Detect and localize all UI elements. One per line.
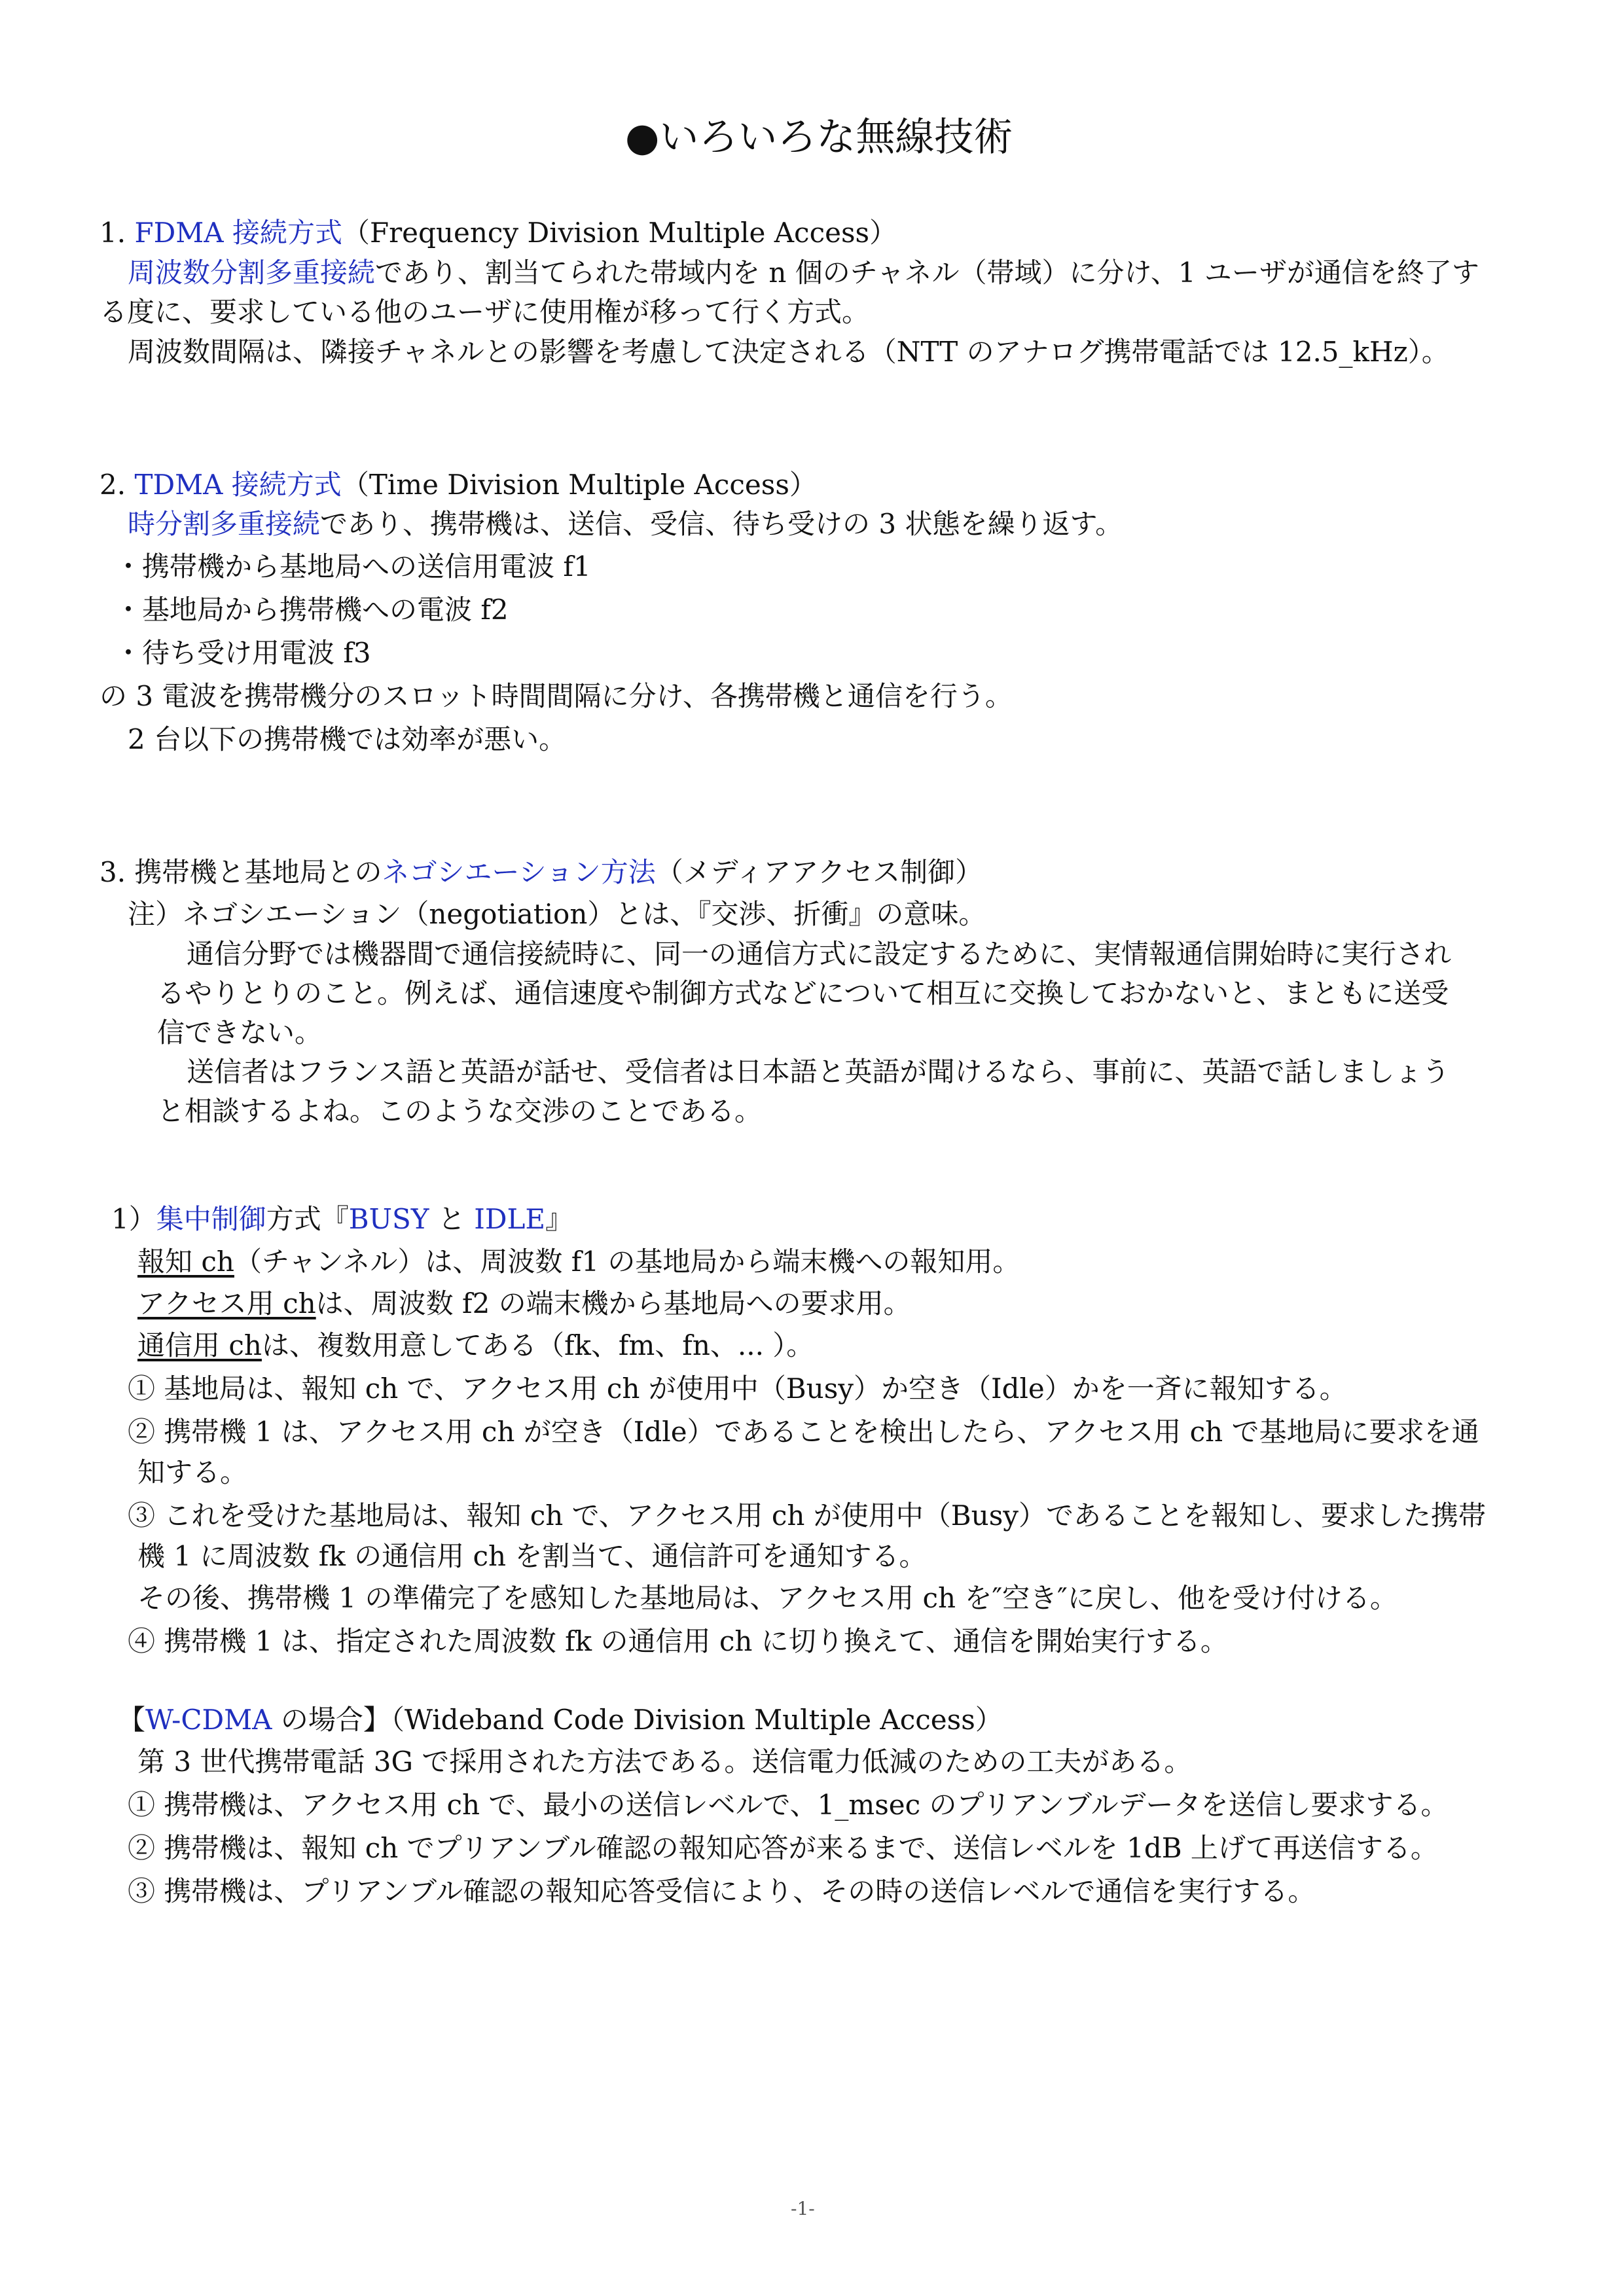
- bullet-f3: ・待ち受け用電波 f3: [115, 637, 371, 669]
- note-line-5: 送信者はフランス語と英語が話せ、受信者は日本語と英語が聞けるなら、事前に、英語で話しましょう: [187, 1056, 1450, 1088]
- busy-term: BUSY: [348, 1203, 429, 1235]
- subsection-1-number: 1）: [111, 1203, 156, 1235]
- section-3-heading-rest: （メディアアクセス制御）: [655, 856, 983, 888]
- subsection-1-mid: 方式『: [266, 1203, 349, 1235]
- step-3-note: その後、携帯機 1 の準備完了を感知した基地局は、アクセス用 ch を″空き″に戻し、他を受け付ける。: [137, 1582, 1398, 1614]
- negotiation-term: ネゴシエーション方法: [382, 856, 656, 888]
- wcdma-step-1: ① 携帯機は、アクセス用 ch で、最小の送信レベルで、1_msec のプリアンブルデータを送信し要求する。: [128, 1789, 1449, 1821]
- section-1-heading: [99, 215, 897, 251]
- section-1-number: 1.: [99, 217, 126, 249]
- section-2-para-1: [128, 506, 1123, 543]
- central-control-term: 集中制御: [156, 1203, 266, 1235]
- wcdma-bracket-open: 【: [118, 1704, 146, 1736]
- wcdma-term: W-CDMA: [145, 1704, 272, 1736]
- idle-term: IDLE: [474, 1203, 546, 1235]
- section-2-heading: [99, 467, 817, 503]
- note-line-1: 注）ネゴシエーション（negotiation）とは、『交渉、折衝』の意味。: [128, 898, 986, 930]
- section-2-number: 2.: [99, 469, 126, 501]
- bullet-f1: ・携帯機から基地局への送信用電波 f1: [115, 550, 591, 583]
- note-line-6: と相談するよね。このような交渉のことである。: [157, 1095, 763, 1127]
- subsection-1-and: と: [429, 1203, 475, 1235]
- tdma-definition-term: 時分割多重接続: [128, 508, 321, 540]
- access-ch-rest: は、周波数 f2 の端末機から基地局への要求用。: [316, 1287, 911, 1319]
- comm-ch-rest: は、複数用意してある（fk、fm、fn、... ）。: [261, 1329, 814, 1361]
- section-1-para-1: [128, 255, 1479, 291]
- section-3-heading: [99, 854, 983, 891]
- step-3: ③ これを受けた基地局は、報知 ch で、アクセス用 ch が使用中（Busy）であることを報知し、要求した携帯: [128, 1499, 1486, 1532]
- tdma-term: TDMA 接続方式: [134, 469, 342, 501]
- step-2: ② 携帯機 1 は、アクセス用 ch が空き（Idle）であることを検出したら、アクセス用 ch で基地局に要求を通: [128, 1416, 1479, 1448]
- wcdma-step-2: ② 携帯機は、報知 ch でプリアンブル確認の報知応答が来るまで、送信レベルを 1dB 上げて再送信する。: [128, 1832, 1438, 1864]
- step-3-cont: 機 1 に周波数 fk の通信用 ch を割当て、通信許可を通知する。: [137, 1540, 927, 1572]
- section-1-para-2: 周波数間隔は、隣接チャネルとの影響を考慮して決定される（NTT のアナログ携帯電話では 12.5_kHz）。: [128, 336, 1449, 368]
- wcdma-step-3: ③ 携帯機は、プリアンブル確認の報知応答受信により、その時の送信レベルで通信を実行する。: [128, 1875, 1316, 1907]
- note-line-4: 信できない。: [157, 1016, 323, 1049]
- section-2-para-3: 2 台以下の携帯機では効率が悪い。: [128, 723, 567, 755]
- comm-ch-term: 通信用 ch: [137, 1329, 262, 1361]
- wcdma-heading-rest: の場合】（Wideband Code Division Multiple Access）: [272, 1704, 1003, 1736]
- subsection-1-heading: [111, 1201, 573, 1238]
- fdma-definition-term: 周波数分割多重接続: [128, 257, 376, 289]
- wcdma-heading: [118, 1702, 1003, 1738]
- definition-broadcast-ch: [137, 1244, 1020, 1280]
- page-number: -1-: [791, 2198, 815, 2219]
- step-2-cont: 知する。: [137, 1456, 248, 1488]
- wcdma-intro: 第 3 世代携帯電話 3G で採用された方法である。送信電力低減のための工夫がある。: [137, 1746, 1192, 1778]
- page-title: ●いろいろな無線技術: [625, 115, 1013, 160]
- subsection-1-close: 』: [545, 1203, 573, 1235]
- fdma-definition-rest: であり、割当てられた帯域内を n 個のチャネル（帯域）に分け、1 ユーザが通信を終了す: [375, 257, 1479, 289]
- definition-comm-ch: [137, 1327, 814, 1364]
- step-1: ① 基地局は、報知 ch で、アクセス用 ch が使用中（Busy）か空き（Idle）かを一斉に報知する。: [128, 1372, 1347, 1405]
- section-3-number: 3.: [99, 856, 126, 888]
- broadcast-ch-term: 報知 ch: [137, 1246, 234, 1278]
- step-4: ④ 携帯機 1 は、指定された周波数 fk の通信用 ch に切り換えて、通信を開始実行する。: [128, 1625, 1228, 1657]
- access-ch-term: アクセス用 ch: [137, 1287, 316, 1319]
- fdma-term: FDMA 接続方式: [134, 217, 342, 249]
- section-2-para-2: の 3 電波を携帯機分のスロット時間間隔に分け、各携帯機と通信を行う。: [99, 680, 1013, 712]
- bullet-f2: ・基地局から携帯機への電波 f2: [115, 594, 509, 626]
- tdma-definition-rest: であり、携帯機は、送信、受信、待ち受けの 3 状態を繰り返す。: [320, 508, 1123, 540]
- note-line-2: 通信分野では機器間で通信接続時に、同一の通信方式に設定するために、実情報通信開始時に実行され: [187, 938, 1452, 970]
- broadcast-ch-rest: （チャンネル）は、周波数 f1 の基地局から端末機への報知用。: [234, 1246, 1020, 1278]
- section-1-heading-rest: （Frequency Division Multiple Access）: [342, 217, 897, 249]
- note-line-3: るやりとりのこと。例えば、通信速度や制御方式などについて相互に交換しておかないと、まともに送受: [157, 977, 1449, 1009]
- section-2-heading-rest: （Time Division Multiple Access）: [341, 469, 817, 501]
- section-3-heading-pre: 携帯機と基地局との: [134, 856, 382, 888]
- section-1-para-1-cont: る度に、要求している他のユーザに使用権が移って行く方式。: [99, 296, 870, 328]
- definition-access-ch: [137, 1285, 911, 1322]
